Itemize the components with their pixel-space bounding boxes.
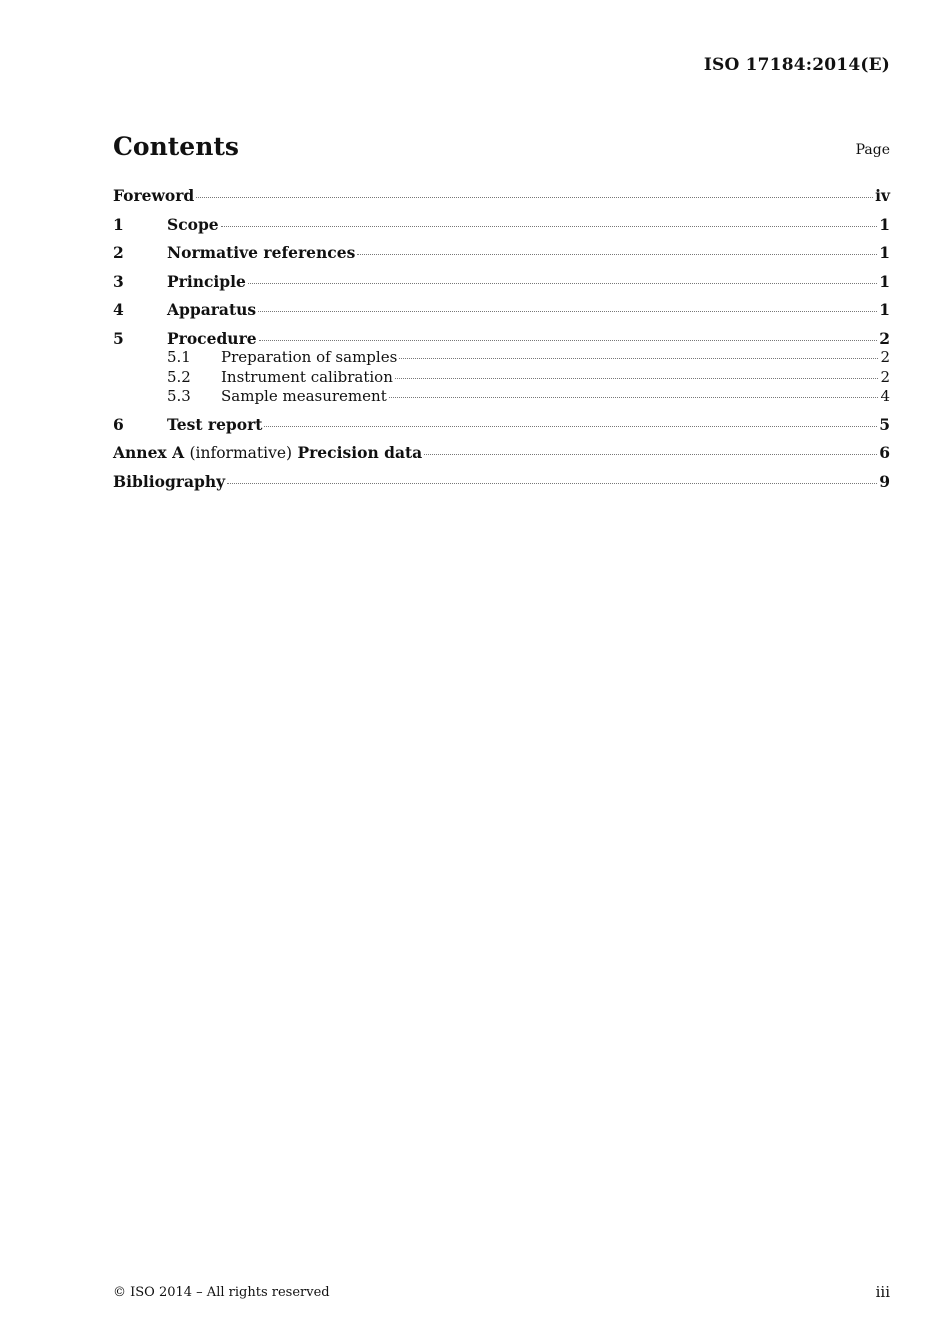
toc-entry-number: 5.1: [167, 348, 191, 366]
copyright-notice: © ISO 2014 – All rights reserved: [113, 1285, 330, 1300]
toc-subentry-sample-measurement[interactable]: [113, 387, 890, 415]
toc-entry-page: 4: [880, 387, 890, 405]
annex-type: (informative): [189, 444, 293, 462]
toc-entry-apparatus[interactable]: [113, 300, 890, 329]
annex-title: Precision data: [297, 443, 423, 462]
toc-entry-page: 1: [879, 214, 890, 234]
toc-entry-page: 9: [879, 471, 890, 491]
toc-entry-page: 5: [879, 414, 890, 434]
toc-entry-page: 6: [879, 443, 890, 462]
toc-heading: Contents: [113, 132, 240, 161]
toc-entry-number: 3: [113, 271, 124, 291]
toc-entry-title: Procedure: [167, 328, 257, 348]
toc-entry-annex-a[interactable]: [113, 443, 890, 472]
dot-leader: [258, 311, 877, 312]
toc-entry-number: 2: [113, 243, 124, 262]
toc-entry-number: 5.3: [167, 387, 191, 405]
annex-label: Annex A: [113, 443, 185, 462]
page-column-label: Page: [855, 142, 890, 158]
dot-leader: [399, 358, 878, 359]
toc-entry-number: 1: [113, 214, 124, 234]
dot-leader: [227, 483, 877, 484]
toc-entry-scope[interactable]: [113, 215, 890, 244]
toc-entry-page: 1: [879, 271, 890, 291]
toc-entry-page: 2: [880, 348, 890, 366]
toc-entry-number: 4: [113, 300, 124, 319]
toc-entry-principle[interactable]: [113, 272, 890, 301]
document-id: ISO 17184:2014(E): [703, 55, 890, 75]
toc-entry-title: [113, 443, 422, 462]
page-number: iii: [875, 1283, 890, 1301]
toc-entry-page: 1: [879, 243, 890, 262]
dot-leader: [221, 226, 878, 227]
toc-entry-title: Bibliography: [113, 471, 226, 491]
table-of-contents: [113, 186, 890, 500]
toc-entry-title: Instrument calibration: [221, 367, 393, 386]
toc-entry-title: Apparatus: [167, 300, 257, 319]
dot-leader: [395, 378, 879, 379]
dot-leader: [196, 197, 873, 198]
toc-entry-page: 2: [879, 328, 890, 348]
toc-entry-number: 6: [113, 414, 124, 434]
toc-entry-page: 1: [879, 300, 890, 319]
toc-entry-title: Principle: [167, 271, 246, 291]
toc-entry-number: 5.2: [167, 367, 191, 386]
toc-subentry-instrument-calibration[interactable]: [113, 368, 890, 388]
dot-leader: [424, 454, 877, 455]
dot-leader: [259, 340, 878, 341]
dot-leader: [389, 397, 879, 398]
toc-entry-title: Preparation of samples: [221, 348, 398, 366]
dot-leader: [248, 283, 877, 284]
dot-leader: [264, 426, 877, 427]
toc-entry-title: Scope: [167, 214, 219, 234]
toc-entry-title: Foreword: [113, 186, 195, 205]
toc-entry-normative-references[interactable]: [113, 243, 890, 272]
toc-entry-procedure[interactable]: [113, 329, 890, 349]
toc-entry-page: 2: [880, 367, 890, 386]
toc-entry-title: Normative references: [167, 243, 356, 262]
toc-entry-title: Sample measurement: [221, 387, 387, 405]
toc-entry-bibliography[interactable]: [113, 472, 890, 501]
toc-subentry-preparation-of-samples[interactable]: [113, 348, 890, 368]
toc-entry-title: Test report: [167, 414, 263, 434]
dot-leader: [357, 254, 877, 255]
toc-entry-foreword[interactable]: [113, 186, 890, 215]
toc-entry-page: iv: [875, 186, 890, 205]
toc-entry-test-report[interactable]: [113, 415, 890, 444]
toc-entry-number: 5: [113, 328, 124, 348]
